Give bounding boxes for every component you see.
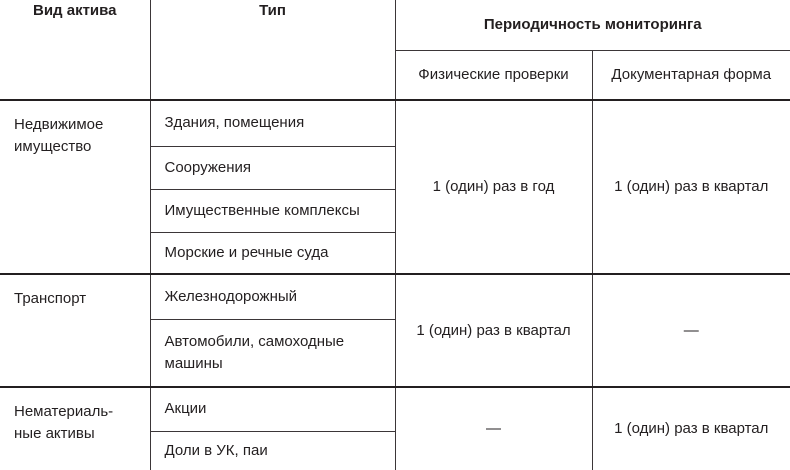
documentary-cell: 1 (один) раз в квартал: [592, 100, 790, 274]
type-cell: Имущественные комплексы: [150, 189, 395, 232]
type-cell: Автомобили, самоходные машины: [150, 319, 395, 387]
physical-cell: 1 (один) раз в квартал: [395, 274, 592, 387]
header-asset-kind: Вид актива: [32, 2, 117, 19]
header-physical: Физические проверки: [395, 50, 592, 100]
asset-kind-cell: [0, 100, 150, 274]
asset-kind-cell: Нематериаль-ные активы: [14, 403, 114, 442]
type-cell: Морские и речные суда: [150, 232, 395, 274]
asset-kind-text: Недвижимое имущество: [14, 116, 104, 155]
header-type: Тип: [150, 0, 395, 100]
physical-cell: —: [395, 387, 592, 470]
table-row: [0, 100, 790, 146]
asset-kind-cell: Транспорт: [0, 274, 150, 387]
type-cell: Доли в УК, паи: [150, 431, 395, 470]
documentary-cell: —: [592, 274, 790, 387]
documentary-cell: 1 (один) раз в квартал: [592, 387, 790, 470]
physical-cell: 1 (один) раз в год: [395, 100, 592, 274]
type-cell: Здания, помещения: [150, 100, 395, 146]
type-cell: Акции: [150, 387, 395, 431]
header-periodicity: Периодичность мониторинга: [395, 0, 790, 50]
header-row-1: [0, 0, 790, 50]
header-documentary: Документарная форма: [592, 50, 790, 100]
table-row: [0, 387, 790, 431]
type-cell: Железнодорожный: [150, 274, 395, 319]
type-cell: Сооружения: [150, 146, 395, 189]
table-row: [0, 274, 790, 319]
